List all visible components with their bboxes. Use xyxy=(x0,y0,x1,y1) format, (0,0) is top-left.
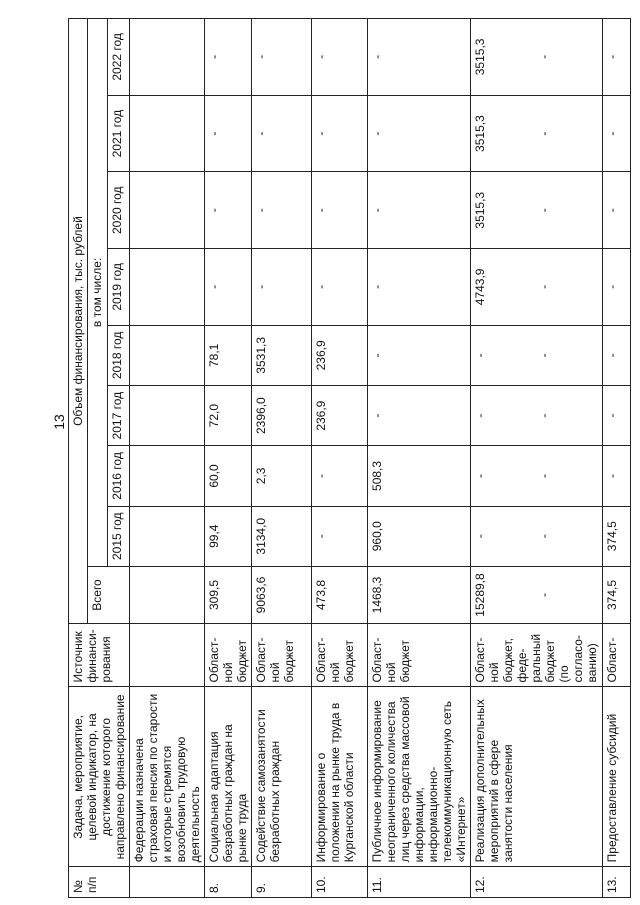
row-year-value: - xyxy=(535,249,603,326)
row-year-value: - xyxy=(535,325,603,385)
row-year-value: 78,1 xyxy=(205,325,252,385)
row-total xyxy=(130,566,205,623)
row-year-value: - xyxy=(252,19,312,96)
row-total: 309,5 xyxy=(205,566,252,623)
row-total: - xyxy=(535,566,603,623)
row-year-value: 508,3 xyxy=(368,446,471,506)
row-year-value: - xyxy=(205,172,252,249)
row-year-value: 3134,0 xyxy=(252,506,312,566)
row-year-value: 60,0 xyxy=(205,446,252,506)
row-total: 9063,6 xyxy=(252,566,312,623)
row-year-value: - xyxy=(535,172,603,249)
row-year-value: - xyxy=(368,325,471,385)
row-year-value: - xyxy=(471,446,535,506)
row-source: Област- xyxy=(603,624,631,687)
table-row xyxy=(368,19,471,898)
row-year-value: - xyxy=(603,249,631,326)
row-task: Содействие самозанятости безработных граждан xyxy=(252,687,312,867)
header-source: Источник финанси-рования xyxy=(69,624,130,687)
row-year-value: 3531,3 xyxy=(252,325,312,385)
header-year: 2022 год xyxy=(108,19,130,96)
row-year-value: 236,9 xyxy=(312,386,368,446)
row-source: Област-ной бюджет xyxy=(252,624,312,687)
row-no: 12. xyxy=(471,867,603,898)
row-year-value: - xyxy=(535,19,603,96)
row-year-value: - xyxy=(205,249,252,326)
row-year-value: - xyxy=(252,95,312,172)
row-year-value: 374,5 xyxy=(603,506,631,566)
row-no: 13. xyxy=(603,867,631,898)
table-row xyxy=(603,19,631,898)
row-year-value: 99,4 xyxy=(205,506,252,566)
row-year-value: - xyxy=(535,446,603,506)
row-year-value: - xyxy=(535,506,603,566)
row-year-value: - xyxy=(471,325,535,385)
row-year-value: - xyxy=(252,172,312,249)
header-year: 2016 год xyxy=(108,446,130,506)
row-year-value: - xyxy=(312,446,368,506)
row-year-value: - xyxy=(603,386,631,446)
row-year-value: - xyxy=(603,446,631,506)
row-source: Област-ной бюджет xyxy=(205,624,252,687)
row-total: 15289,8 xyxy=(471,566,535,623)
row-year-value xyxy=(130,249,205,326)
row-total: 473,8 xyxy=(312,566,368,623)
row-year-value: 3515,3 xyxy=(471,172,535,249)
row-year-value: - xyxy=(603,19,631,96)
page-number: 13 xyxy=(51,414,67,430)
row-no: 11. xyxy=(368,867,471,898)
row-year-value: - xyxy=(312,19,368,96)
row-year-value xyxy=(130,446,205,506)
row-year-value xyxy=(130,386,205,446)
row-year-value: 4743,9 xyxy=(471,249,535,326)
table-row xyxy=(205,19,252,898)
row-year-value: 3515,3 xyxy=(471,95,535,172)
header-including: в том числе: xyxy=(88,19,108,567)
row-task: Публичное информирование неограниченного количества лиц через средства массовой информации, информационно-телекоммуникационную сеть «Интернет» xyxy=(368,687,471,867)
row-year-value: - xyxy=(603,325,631,385)
row-year-value: 2396,0 xyxy=(252,386,312,446)
row-year-value: - xyxy=(535,386,603,446)
row-total: 374,5 xyxy=(603,566,631,623)
row-year-value xyxy=(130,95,205,172)
table-row xyxy=(312,19,368,898)
header-year: 2018 год xyxy=(108,325,130,385)
financing-table xyxy=(68,18,631,898)
row-no: 10. xyxy=(312,867,368,898)
row-year-value: - xyxy=(368,19,471,96)
row-year-value: - xyxy=(312,95,368,172)
header-task: Задача, мероприятие, целевой индикатор, на достижение которого направлено финансирование xyxy=(69,687,130,867)
row-total: 1468,3 xyxy=(368,566,471,623)
row-year-value: - xyxy=(205,95,252,172)
row-year-value: - xyxy=(471,386,535,446)
row-year-value: - xyxy=(603,95,631,172)
table-row xyxy=(252,19,312,898)
row-year-value: - xyxy=(312,249,368,326)
header-year: 2017 год xyxy=(108,386,130,446)
row-year-value xyxy=(130,506,205,566)
row-year-value: - xyxy=(205,19,252,96)
row-year-value xyxy=(130,19,205,96)
row-no: 9. xyxy=(252,867,312,898)
row-task: Реализация дополнительных мероприятий в сфере занятости населения xyxy=(471,687,603,867)
row-year-value: - xyxy=(312,172,368,249)
row-year-value xyxy=(130,172,205,249)
row-year-value: - xyxy=(368,172,471,249)
row-year-value: - xyxy=(603,172,631,249)
row-year-value: 3515,3 xyxy=(471,19,535,96)
row-year-value: 236,9 xyxy=(312,325,368,385)
row-no: 8. xyxy=(205,867,252,898)
row-task: Информирование о положении на рынке труда в Курганской области xyxy=(312,687,368,867)
header-volume: Объем финансирования, тыс. рублей xyxy=(69,19,88,624)
row-year-value: - xyxy=(368,386,471,446)
header-year: 2015 год xyxy=(108,506,130,566)
header-no: № п/п xyxy=(69,867,130,898)
row-source: Област-ной бюджет xyxy=(368,624,471,687)
row-year-value: - xyxy=(252,249,312,326)
row-source xyxy=(130,624,205,687)
header-year: 2019 год xyxy=(108,249,130,326)
row-year-value: 2,3 xyxy=(252,446,312,506)
row-year-value: - xyxy=(535,95,603,172)
row-task: Предоставление субсидий xyxy=(603,687,631,867)
row-year-value: 960,0 xyxy=(368,506,471,566)
row-year-value xyxy=(130,325,205,385)
header-total: Всего xyxy=(88,566,130,623)
row-year-value: 72,0 xyxy=(205,386,252,446)
header-year: 2020 год xyxy=(108,172,130,249)
table-row xyxy=(130,19,205,898)
row-source: Област-ной бюджет, феде-ральный бюджет (по согласо-ванию) xyxy=(471,624,603,687)
row-task: Социальная адаптация безработных граждан на рынке труда xyxy=(205,687,252,867)
row-year-value: - xyxy=(368,95,471,172)
table-row xyxy=(471,19,535,898)
rotated-table-container xyxy=(68,18,619,898)
row-no xyxy=(130,867,205,898)
row-year-value: - xyxy=(368,249,471,326)
header-year: 2021 год xyxy=(108,95,130,172)
row-year-value: - xyxy=(471,506,535,566)
row-source: Област-ной бюджет xyxy=(312,624,368,687)
row-task: Федерации назначена страховая пенсия по старости и которые стремятся возобновить трудовую деятельность xyxy=(130,687,205,867)
row-year-value: - xyxy=(312,506,368,566)
